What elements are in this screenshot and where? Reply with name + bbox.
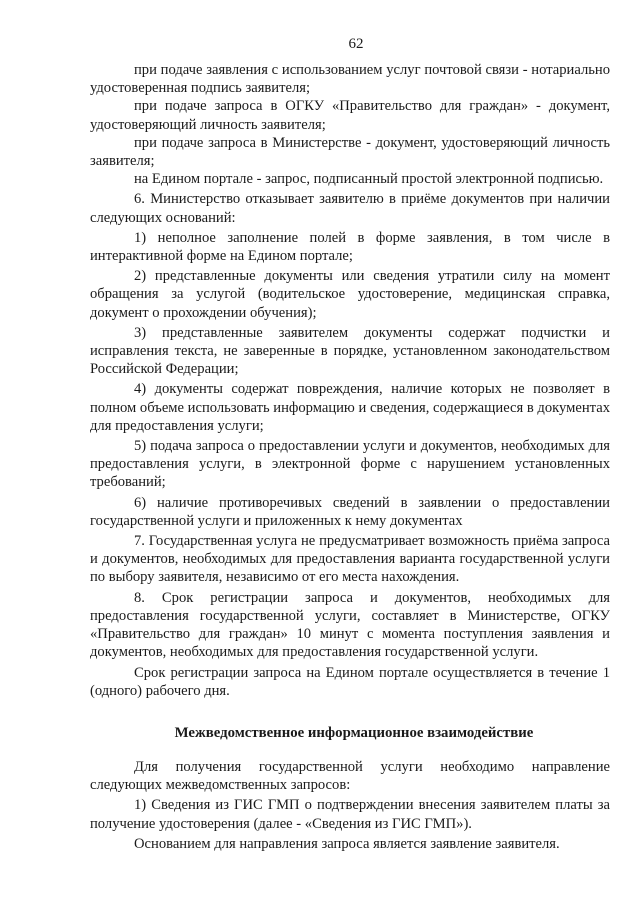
body-text-bottom [90,758,610,853]
paragraph: 1) неполное заполнение полей в форме заявления, в том числе в интерактивной форме на Едином портале; [90,229,610,265]
paragraph: при подаче запроса в Министерстве - документ, удостоверяющий личность заявителя; [90,134,610,170]
paragraph: 2) представленные документы или сведения утратили силу на момент обращения за услугой (водительское удостоверение, медицинская справка, документ о прохождении обучения); [90,268,610,321]
paragraph: 8. Срок регистрации запроса и документов, необходимых для предоставления государственной услуги, составляет в Министерстве, ОГКУ «Правительство для граждан» 10 минут с момента поступления заявления и документов, необходимых для предоставления государственной услуги. [90,589,610,661]
paragraph: Основанием для направления запроса является заявление заявителя. [134,835,560,852]
body-text-top [90,61,610,700]
paragraph: на Едином портале - запрос, подписанный простой электронной подписью. [134,171,604,188]
paragraph: при подаче запроса в ОГКУ «Правительство для граждан» - документ, удостоверяющий личность заявителя; [90,98,610,133]
paragraph: при подаче заявления с использованием услуг почтовой связи - нотариально удостоверенная подпись заявителя; [90,62,610,97]
section-heading: Межведомственное информационное взаимодействие [174,724,534,741]
paragraph: 7. Государственная услуга не предусматривает возможность приёма запроса и документов, необходимых для предоставления варианта государственной услуги по выбору заявителя, независимо от его места нахождения. [90,533,610,586]
paragraph: 4) документы содержат повреждения, наличие которых не позволяет в полном объеме использовать информацию и сведения, содержащиеся в документах для предоставления услуги; [90,381,610,434]
paragraph: 6) наличие противоречивых сведений в заявлении о предоставлении государственной услуги и приложенных к нему документах [90,494,610,529]
paragraph: 5) подача запроса о предоставлении услуги и документов, необходимых для предоставления услуги, в электронной форме с нарушением установленных требований; [90,438,610,491]
paragraph: Срок регистрации запроса на Едином портале осуществляется в течение 1 (одного) рабочего дня. [90,664,610,699]
page-number: 62 [348,36,364,52]
paragraph: 1) Сведения из ГИС ГМП о подтверждении внесения заявителем платы за получение удостоверения (далее - «Сведения из ГИС ГМП»). [90,797,610,832]
paragraph: Для получения государственной услуги необходимо направление следующих межведомственных запросов: [90,758,610,794]
paragraph: 6. Министерство отказывает заявителю в приёме документов при наличии следующих оснований: [90,191,610,226]
paragraph: 3) представленные заявителем документы содержат подчистки и исправления текста, не заверенные в порядке, установленном законодательством Российской Федерации; [90,324,610,378]
